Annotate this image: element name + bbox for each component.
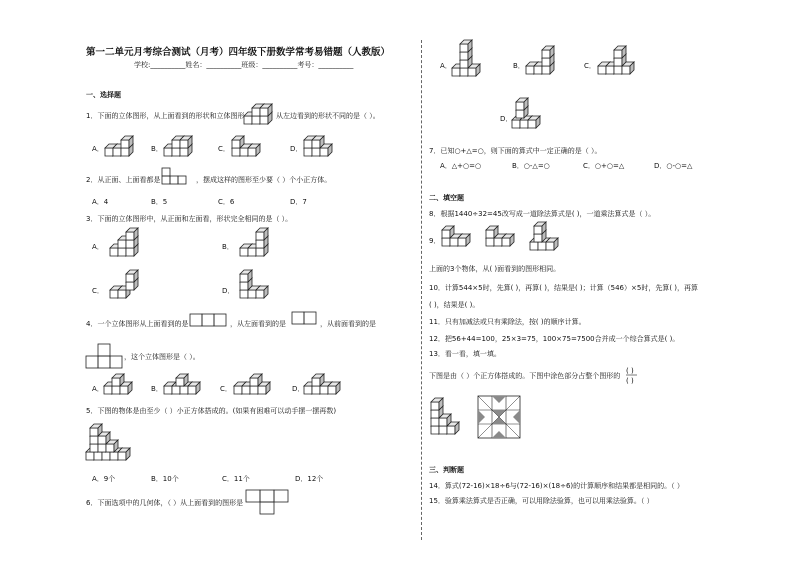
- q5-option-b[interactable]: B．10个: [151, 475, 179, 483]
- q10-text-b: ( )，结果是( )。: [429, 301, 480, 309]
- q4-left-view-grid: [292, 312, 322, 330]
- q13-shaded-pattern-figure: [478, 396, 522, 440]
- q9-label: 9．: [429, 237, 441, 245]
- q6-option-d-figure: [512, 96, 560, 136]
- svg-text:( ): ( ): [626, 367, 634, 375]
- q4-option-d-figure: [304, 374, 344, 400]
- q7-option-c[interactable]: C．○+○=△: [583, 162, 625, 170]
- q2-option-c[interactable]: C．6: [218, 198, 235, 206]
- q9-figure-3: [530, 222, 566, 256]
- q4-option-c-figure: [234, 374, 274, 400]
- q3-option-b-figure: [240, 228, 276, 262]
- q4-text-d: ，这个立体图形是（ ）。: [124, 353, 200, 361]
- svg-text:( ): ( ): [626, 377, 634, 385]
- q2-text: 2．从正面、上面看都是: [86, 176, 161, 184]
- q2-option-a[interactable]: A．4: [92, 198, 109, 206]
- q5-text: 5．下图的物体是由至少（ ）小正方体搭成的。(如果有困难可以动手摆一摆再数): [86, 407, 337, 415]
- q1-text: 1．下面的立体图形，从上面看到的形状和立体图形: [86, 112, 245, 120]
- column-divider: [421, 40, 422, 540]
- q1-option-d[interactable]: D．: [290, 145, 303, 153]
- q4-option-b-figure: [164, 374, 204, 400]
- q3-option-a-figure: [110, 228, 146, 262]
- q5-option-c[interactable]: C．11个: [222, 475, 250, 483]
- section-choice-title: 一、选择题: [86, 91, 121, 99]
- q13-cube-stack-figure: [431, 394, 467, 440]
- q1-text-b: 从左边看到的形状不同的是（ ）。: [276, 112, 380, 120]
- q5-option-a[interactable]: A．9个: [92, 475, 116, 483]
- q4-text: 4．一个立体图形从上面看到的是: [86, 320, 189, 328]
- q2-text-b: ，摆成这样的图形至少要（ ）个小正方体。: [196, 176, 332, 184]
- q9-text: 上面的3个物体，从( )面看到的图形相同。: [429, 265, 561, 273]
- q5-cube-stack-figure: [86, 420, 142, 466]
- q3-option-d-figure: [240, 270, 276, 304]
- q6-option-c[interactable]: C．: [584, 62, 596, 70]
- q3-text: 3．下面的立体图形中，从正面和左面看，形状完全相同的是（ ）。: [86, 215, 293, 223]
- page-title: 第一二单元月考综合测试（月考）四年级下册数学常考易错题（人教版）: [86, 47, 391, 58]
- q9-figure-2: [486, 226, 522, 254]
- q1-option-a-figure: [105, 136, 141, 158]
- q7-option-d[interactable]: D．○-○=△: [654, 162, 693, 170]
- q1-option-d-figure: [304, 136, 340, 158]
- q2-option-d[interactable]: D．7: [290, 198, 307, 206]
- q4-option-a-figure: [104, 374, 144, 400]
- q6-option-d[interactable]: D．: [500, 115, 513, 123]
- q6-text: 6．下面选项中的几何体，（ ）从上面看到的图形是: [86, 499, 244, 507]
- q4-option-a[interactable]: A．: [92, 385, 104, 393]
- q4-text-b: ，从左面看到的是: [230, 320, 286, 328]
- q1-solid-figure: [244, 104, 274, 128]
- q3-option-c[interactable]: C．: [92, 287, 104, 295]
- q3-option-b[interactable]: B．: [222, 243, 234, 251]
- q5-option-d[interactable]: D．12个: [295, 475, 324, 483]
- q8-text: 8．根据1440÷32=45改写成一道除法算式是( )，一道乘法算式是（ ）。: [429, 210, 656, 218]
- q1-option-a[interactable]: A．: [92, 145, 104, 153]
- q2-option-b[interactable]: B．5: [151, 198, 168, 206]
- q6-option-a[interactable]: A．: [440, 62, 452, 70]
- q1-option-b-figure: [164, 136, 200, 158]
- q4-text-c: ，从前面看到的是: [320, 320, 376, 328]
- q4-option-d[interactable]: D．: [292, 385, 305, 393]
- q3-option-a[interactable]: A．: [92, 243, 104, 251]
- q7-text: 7．已知○+△=○，则下面的算式中一定正确的是（ ）。: [429, 147, 602, 155]
- q14-text: 14．算式(72-16)×18÷6与(72-16)×(18÷6)的计算顺序和结果都是相同的。（ ）: [429, 482, 684, 490]
- q4-top-view-grid: [190, 314, 230, 332]
- q1-option-c[interactable]: C．: [218, 145, 230, 153]
- q6-option-b[interactable]: B．: [513, 62, 525, 70]
- q9-figure-1: [442, 226, 478, 254]
- q15-text: 15．验算乘法算式是否正确，可以用除法验算，也可以用乘法验算。（ ）: [429, 497, 654, 505]
- student-info-line[interactable]: 学校:__________姓名：__________班级：__________考号：__________: [134, 61, 354, 69]
- q1-option-c-figure: [232, 136, 268, 158]
- q10-text: 10．计算544×5时，先算( )，再算( )，结果是( )；计算（546）×5时，先算( )，再算: [429, 284, 699, 292]
- q3-option-d[interactable]: D．: [222, 287, 235, 295]
- section-judge-title: 三、判断题: [429, 466, 464, 474]
- q4-option-b[interactable]: B．: [151, 385, 163, 393]
- q2-grid-figure: [162, 168, 194, 188]
- q12-text: 12．把56+44=100，25×3=75，100×75=7500合并成一个综合算式是( )。: [429, 335, 680, 343]
- q13-text-b: 下图是由（ ）个正方体搭成的。下图中涂色部分占整个图形的: [429, 372, 621, 380]
- q3-option-c-figure: [110, 270, 146, 304]
- q4-front-view-grid: [86, 344, 126, 368]
- q6-option-a-figure: [452, 40, 500, 84]
- q4-option-c[interactable]: C．: [220, 385, 232, 393]
- fraction-blank-icon: [626, 366, 638, 384]
- q7-option-a[interactable]: A．△+○=○: [440, 162, 482, 170]
- q1-option-b[interactable]: B．: [151, 145, 163, 153]
- q6-top-view-grid: [246, 490, 292, 520]
- q6-option-b-figure: [526, 46, 574, 82]
- q6-option-c-figure: [598, 46, 646, 82]
- section-fill-title: 二、填空题: [429, 194, 464, 202]
- q7-option-b[interactable]: B．○-△=○: [512, 162, 550, 170]
- q11-text: 11．只有加减法或只有乘除法，按( )的顺序计算。: [429, 318, 586, 326]
- q13-text: 13．看一看，填一填。: [429, 350, 501, 358]
